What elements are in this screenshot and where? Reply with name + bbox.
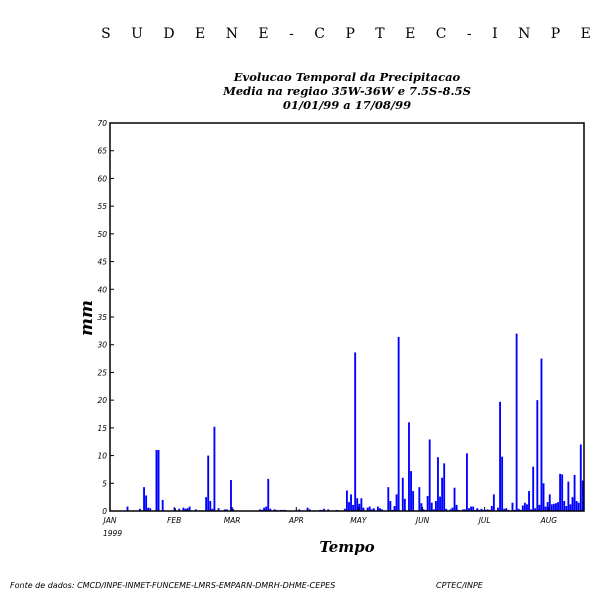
precipitation-bar bbox=[439, 497, 441, 511]
precipitation-bar bbox=[578, 503, 580, 511]
y-tick-label: 40 bbox=[97, 285, 107, 295]
precipitation-bar bbox=[162, 500, 164, 511]
precipitation-bar bbox=[580, 444, 582, 511]
precipitation-bar bbox=[563, 501, 565, 511]
x-tick-label: FEB bbox=[167, 516, 182, 525]
precipitation-bar bbox=[557, 502, 559, 511]
y-tick-label: 15 bbox=[97, 423, 107, 433]
precipitation-bar bbox=[466, 453, 468, 511]
precipitation-bar bbox=[551, 504, 553, 511]
header-title: S U D E N E - C P T E C - I N P E bbox=[101, 26, 599, 42]
precipitation-bar bbox=[570, 504, 572, 511]
precipitation-bar bbox=[418, 487, 420, 511]
x-tick-label: APR bbox=[288, 516, 304, 525]
precipitation-bar bbox=[516, 334, 518, 511]
y-axis-ticks bbox=[97, 119, 114, 516]
precipitation-bar bbox=[561, 474, 563, 511]
y-tick-label: 30 bbox=[97, 340, 107, 350]
precipitation-bar bbox=[536, 400, 538, 511]
y-tick-label: 55 bbox=[97, 202, 107, 212]
precipitation-bar bbox=[499, 402, 501, 511]
y-tick-label: 65 bbox=[97, 146, 107, 156]
precipitation-bar bbox=[435, 501, 437, 511]
precipitation-bar bbox=[456, 505, 458, 511]
precipitation-bar bbox=[532, 467, 534, 511]
precipitation-bar bbox=[396, 494, 398, 511]
precipitation-bar bbox=[454, 488, 456, 511]
precipitation-bar bbox=[352, 505, 354, 511]
chart-title-line-1: Evolucao Temporal da Precipitacao bbox=[233, 70, 461, 84]
precipitation-bar bbox=[528, 491, 530, 511]
precipitation-bar bbox=[538, 505, 540, 511]
precipitation-bar bbox=[526, 504, 528, 511]
y-tick-label: 5 bbox=[102, 479, 107, 489]
y-tick-label: 70 bbox=[97, 119, 107, 128]
precipitation-bar bbox=[408, 422, 410, 511]
precipitation-bar bbox=[354, 352, 356, 511]
precipitation-bar bbox=[158, 450, 160, 511]
precipitation-bar bbox=[431, 503, 433, 511]
precipitation-bar bbox=[543, 483, 545, 511]
precipitation-bar bbox=[348, 502, 350, 511]
chart-title-line-3: 01/01/99 a 17/08/99 bbox=[282, 98, 412, 112]
x-tick-label: AUG bbox=[540, 516, 558, 525]
precipitation-bar bbox=[360, 498, 362, 511]
y-axis-label: mm bbox=[77, 300, 97, 336]
x-tick-label: JUL bbox=[478, 516, 491, 525]
precipitation-bar bbox=[553, 504, 555, 511]
precipitation-bar bbox=[427, 496, 429, 511]
y-tick-label: 20 bbox=[97, 396, 107, 406]
precipitation-bar bbox=[156, 450, 158, 511]
precipitation-bar bbox=[213, 427, 215, 511]
precipitation-bar bbox=[429, 440, 431, 512]
precipitation-bar bbox=[576, 501, 578, 511]
y-tick-label: 60 bbox=[97, 174, 107, 184]
precipitation-bar bbox=[346, 490, 348, 511]
credit-footer: CPTEC/INPE bbox=[436, 581, 483, 590]
precipitation-bar bbox=[143, 487, 145, 511]
x-axis-ticks bbox=[102, 507, 558, 525]
precipitation-bar bbox=[443, 463, 445, 511]
precipitation-bar bbox=[512, 503, 514, 511]
y-tick-label: 35 bbox=[97, 313, 107, 322]
plot-frame bbox=[110, 123, 584, 511]
precipitation-bar bbox=[412, 491, 414, 511]
precipitation-bar bbox=[572, 497, 574, 511]
precipitation-bar bbox=[205, 497, 207, 511]
y-tick-label: 45 bbox=[97, 257, 107, 267]
y-tick-label: 10 bbox=[97, 451, 107, 461]
precipitation-bar bbox=[559, 474, 561, 511]
precipitation-bar bbox=[398, 337, 400, 511]
precipitation-bar bbox=[522, 505, 524, 511]
precipitation-bar bbox=[389, 501, 391, 511]
precipitation-bar bbox=[145, 495, 147, 511]
precipitation-bar bbox=[402, 478, 404, 511]
precipitation-bar bbox=[350, 494, 352, 511]
precipitation-bar bbox=[404, 499, 406, 511]
precipitation-bar bbox=[493, 494, 495, 511]
precipitation-bar bbox=[524, 503, 526, 511]
precipitation-bar bbox=[501, 457, 503, 511]
x-tick-label: MAR bbox=[223, 516, 241, 525]
precipitation-bar bbox=[207, 456, 209, 511]
x-tick-label: JUN bbox=[415, 516, 430, 525]
x-axis-label: Tempo bbox=[319, 538, 375, 556]
y-tick-label: 50 bbox=[97, 229, 107, 239]
precipitation-bar bbox=[387, 487, 389, 511]
precipitation-bar bbox=[267, 479, 269, 511]
precipitation-bar bbox=[410, 471, 412, 511]
precipitation-bar bbox=[574, 475, 576, 511]
chart-title-line-2: Media na regiao 35W-36W e 7.5S-8.5S bbox=[223, 84, 471, 98]
precipitation-bar bbox=[209, 501, 211, 511]
precipitation-bar bbox=[567, 482, 569, 511]
x-tick-label: MAY bbox=[350, 516, 367, 525]
precipitation-bar bbox=[230, 480, 232, 511]
x-tick-label: JAN bbox=[103, 516, 117, 525]
precipitation-bar bbox=[555, 503, 557, 511]
y-tick-label: 0 bbox=[102, 507, 107, 516]
y-tick-label: 25 bbox=[97, 368, 107, 378]
precipitation-bar bbox=[441, 478, 443, 511]
precipitation-bar bbox=[437, 457, 439, 511]
year-label: 1999 bbox=[103, 529, 123, 538]
precipitation-bar bbox=[541, 359, 543, 511]
data-source-footer: Fonte de dados: CMCD/INPE-INMET-FUNCEME-LMRS-EMPARN-DMRH-DHME-CEPES bbox=[10, 581, 336, 590]
bars-group bbox=[127, 334, 584, 511]
